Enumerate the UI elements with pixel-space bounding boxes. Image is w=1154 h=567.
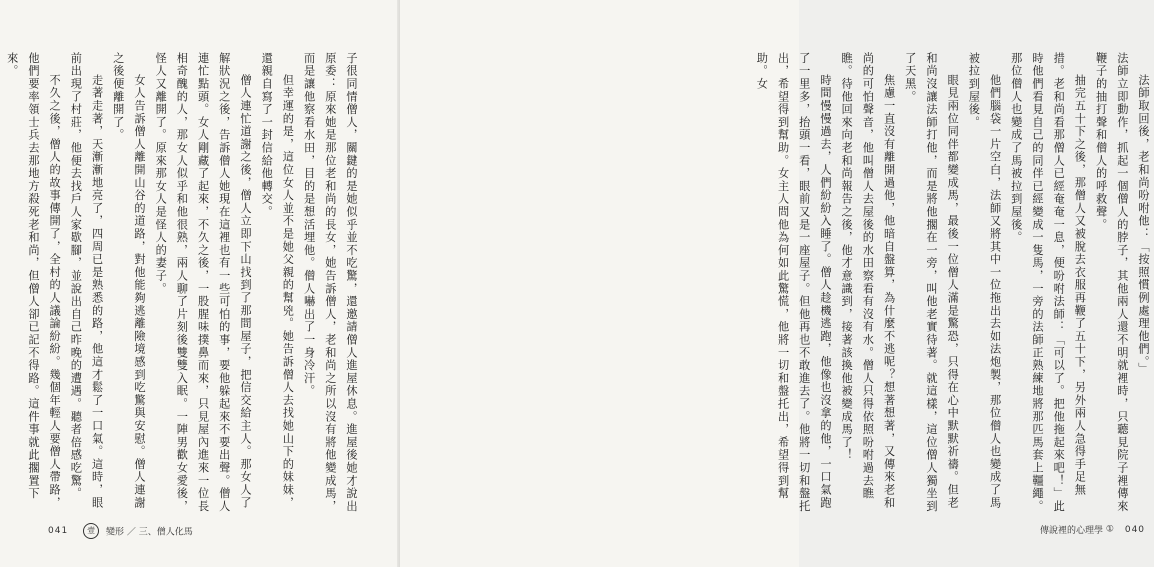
- paragraph: 僧人連忙道謝之後，僧人立即下山找到了那間屋子，把信交給主人。那女人了解狀況之後，告訴僧人她現在這裡也有一些可怕的事，要他躲起來不要出聲。僧人連忙點頭。女人剛藏了起來，不久之後，一股腥味撲鼻而來，只見屋內進來一位長相奇醜的人，那女人似乎和他很熟，兩人聊了片刻後雙雙入眠。一陣男歡女愛後，怪人又離開了。原來那女人是怪人的妻子。: [154, 52, 252, 513]
- paragraph: 走著走著，天漸漸地亮了，四周已是熟悉的路，他這才鬆了一口氣。這時，眼前出現了村莊，他便去找戶人家歇腳，並說出自己昨晚的遭遇。聽者倍感吃驚。: [69, 52, 104, 510]
- left-footer: [40, 523, 193, 539]
- paragraph: 抽完五十下之後，那僧人又被脫去衣服再鞭了五十下，另外兩人急得手足無措。老和尚看那僧人已經奄奄一息，便吩咐法師：「可以了。把他拖起來吧！」此時他們看見自己的同伴已經變成一隻馬，一旁的法師正熟練地將那匹馬套上韁繩。那位僧人也變成了馬被拉到屋後。: [1009, 52, 1087, 513]
- section-title: 三、僧人化馬: [138, 527, 193, 538]
- page-number-right: 040: [1124, 524, 1146, 535]
- part-title: 變形: [105, 527, 124, 538]
- paragraph: 焦慮一直沒有離開過他，他暗自盤算，為什麼不逃呢？想著想著，又傳來老和尚的可怕聲音，他叫僧人去屋後的水田察看有沒有水。僧人只得依照吩咐過去瞧瞧。待他回來向老和尚報告之後，他才意識到，接著該換他被變成馬了！: [840, 52, 896, 510]
- right-footer: [1040, 523, 1153, 536]
- paragraph: 女人告訴僧人離開山谷的道路，對他能夠逃離險境感到吃驚與安慰。僧人連謝之後便離開了。: [111, 52, 146, 510]
- paragraph: 但幸運的是，這位女人並不是她父親的幫兇。她告訴僧人去找她山下的妹妹，還親自寫了一封信給他轉交。: [260, 52, 295, 510]
- paragraph: 時間慢慢過去，人們紛紛入睡了。僧人趁機逃跑，他像也沒拿的他，一口氣跑了一里多，抬頭一看，眼前又是一座屋子。但他再也不敢進去了。他將一切和盤托出，希望得到幫助。女主人問他為何如此驚慌，他將一切和盤托出，希望得到幫助。女: [755, 52, 832, 513]
- paragraph: 他們腦袋一片空白，法師又將其中一位拖出去如法炮製，那位僧人也變成了馬被拉到屋後。: [967, 52, 1002, 510]
- footer-separator: ／: [126, 527, 136, 538]
- left-page-text: [5, 52, 362, 522]
- paragraph: 法師取回後，老和尚吩咐他：「按照慣例處理他們。」: [1137, 74, 1150, 376]
- volume-mark: ①: [1105, 524, 1114, 535]
- right-page-text: [755, 52, 1154, 522]
- book-title: 傳說裡的心理學: [1040, 526, 1104, 536]
- paragraph: 不久之後，僧人的故事傳開了，全村的人議論紛紛。幾個年輕人要僧人帶路，他們要率領士兵去那地方殺死老和尚，但僧人卻已記不得路。這件事就此擱置下來。: [5, 52, 62, 510]
- chapter-mark: 壹: [83, 523, 99, 539]
- paragraph: 子很同情僧人，關鍵的是她似乎並不吃驚，還邀請僧人進屋休息。進屋後她才說出原委：原來她是那位老和尚的長女，她告訴僧人，老和尚之所以沒有將他變成馬，而是讓他察看水田，目的是想活埋他。僧人嚇出了一身冷汗。: [302, 52, 358, 513]
- left-page: [0, 0, 399, 567]
- paragraph: 法師立即動作，抓起一個僧人的脖子，其他兩人還不明就裡時，只聽見院子裡傳來鞭子的抽打聲和僧人的呼救聲。: [1094, 52, 1129, 513]
- page-number-left: 041: [48, 526, 69, 536]
- right-page: [400, 0, 1150, 567]
- paragraph: 眼見兩位同伴都變成馬，最後一位僧人滿是驚恐，只得在心中默默祈禱。但老和尚沒讓法師打他，而是將他擱在一旁，叫他老實待著。就這樣，這位僧人獨坐到了天黑。: [903, 52, 960, 513]
